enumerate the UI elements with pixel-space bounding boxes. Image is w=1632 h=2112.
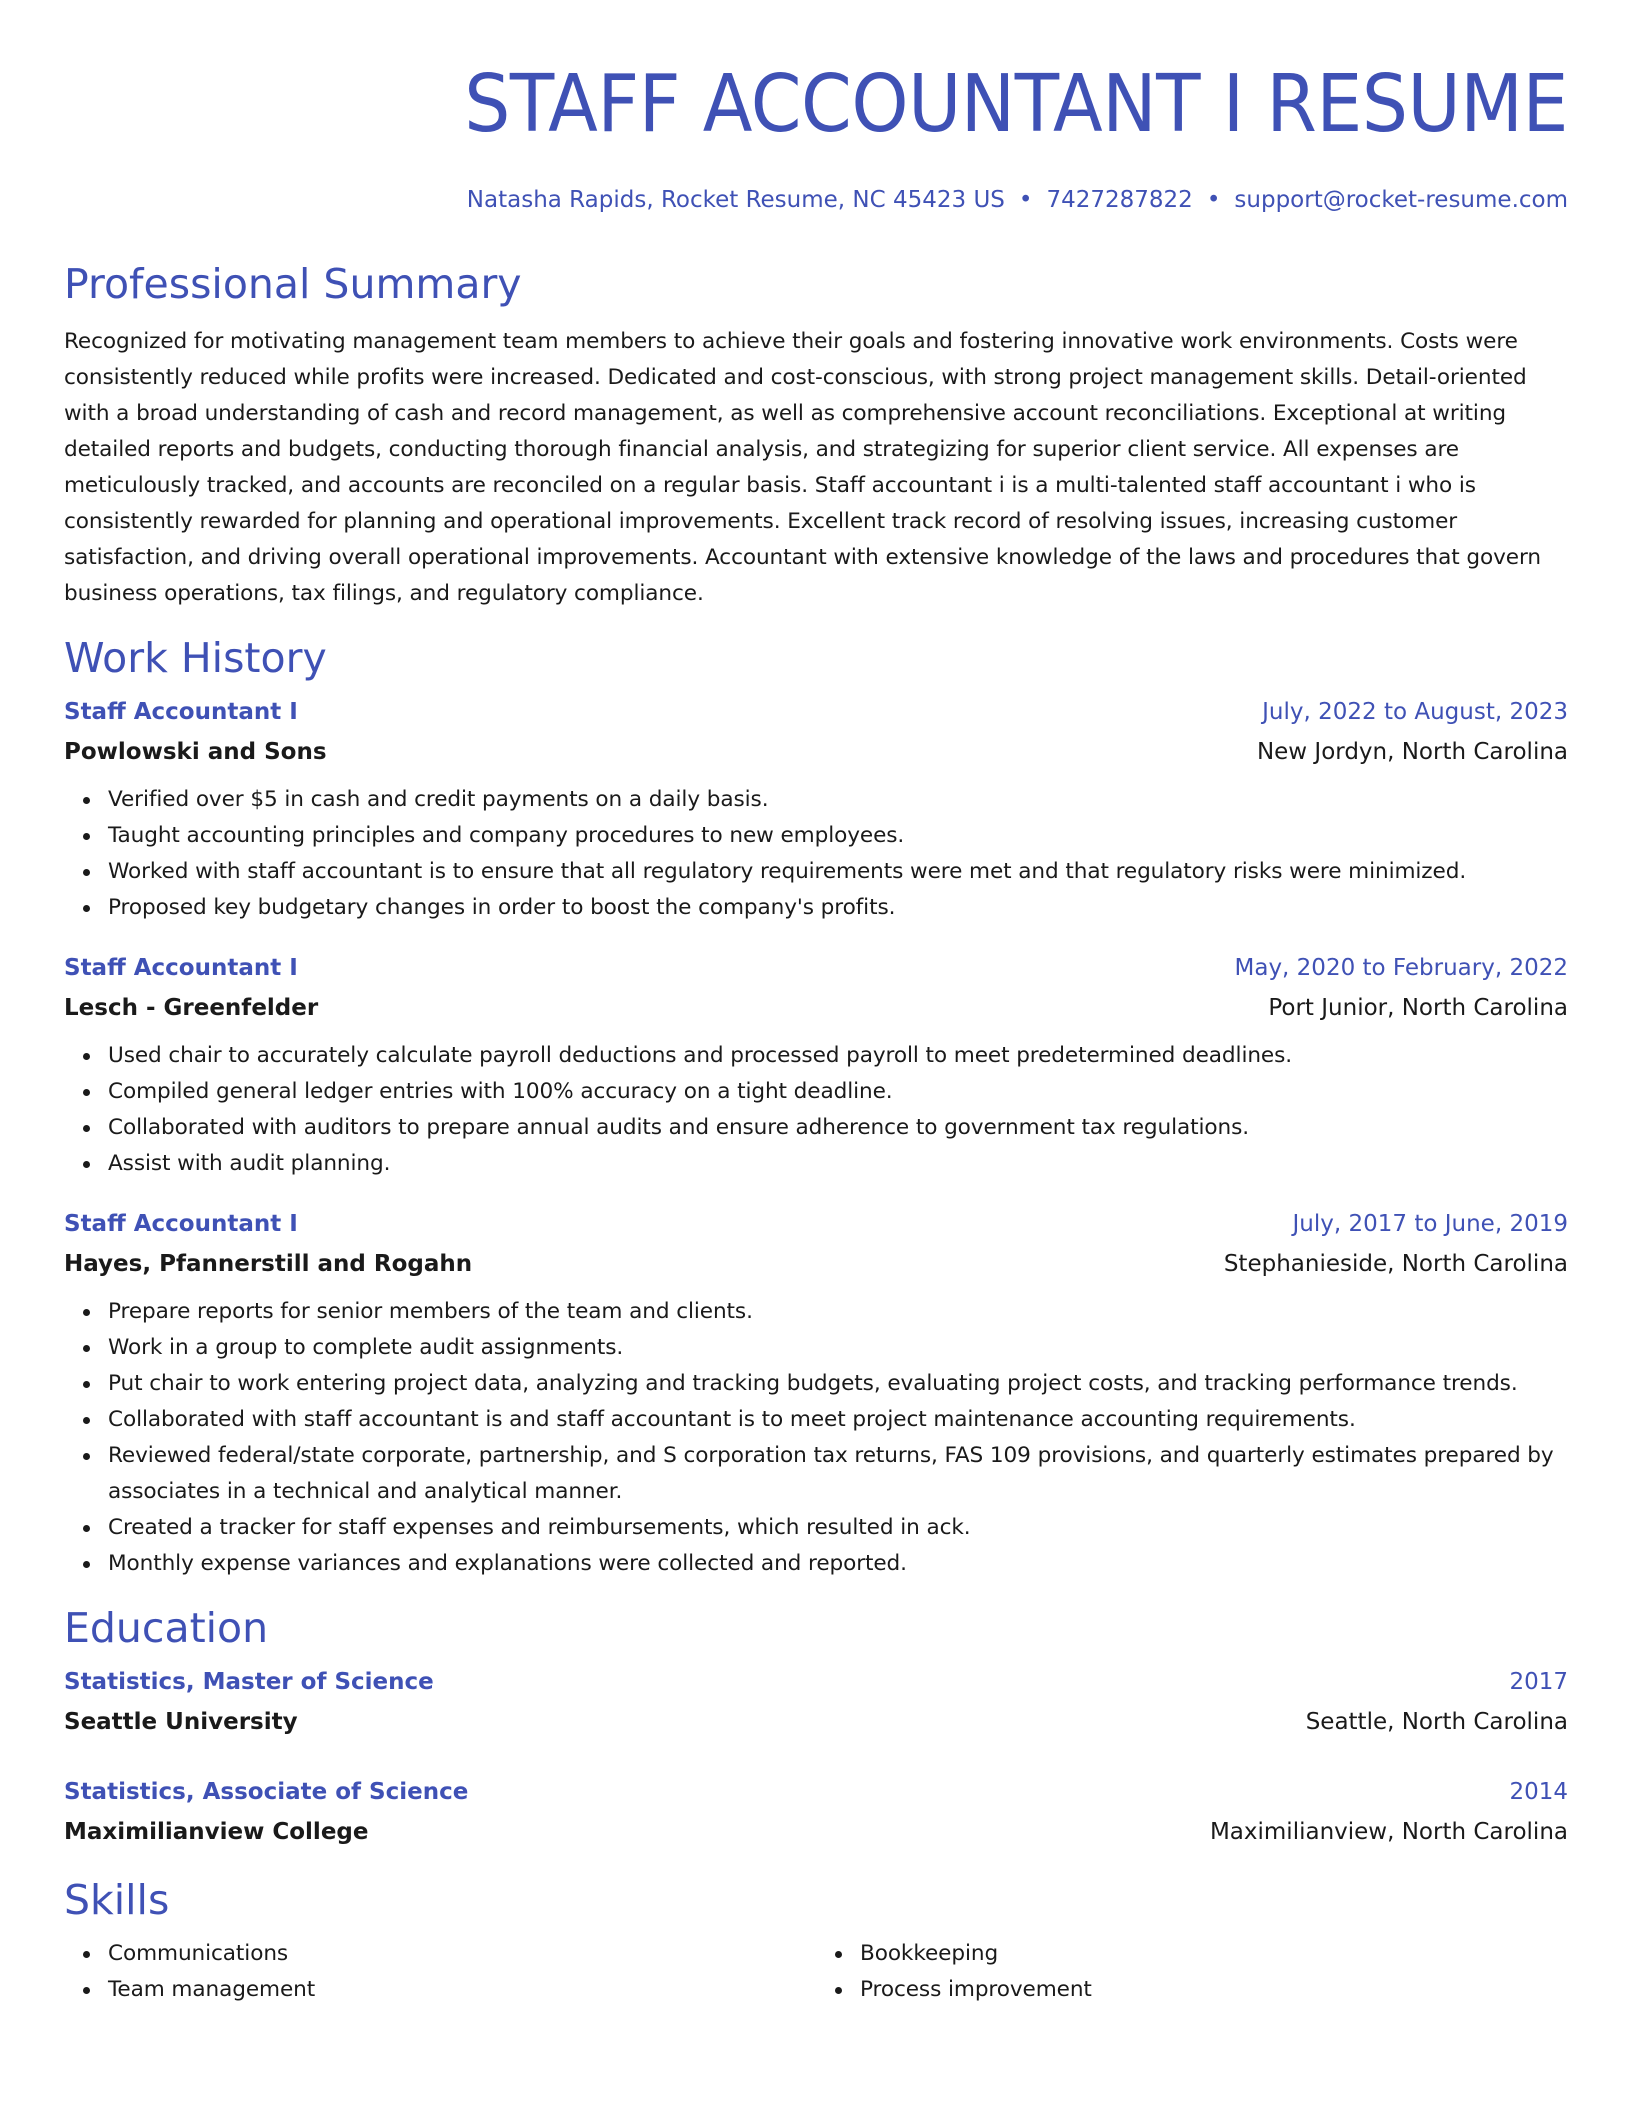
summary-text: Recognized for motivating management team members to achieve their goals and fostering innovative work environments. Costs were consistently reduced while profits were increased. Dedicated and cost-conscious, with strong project management skills. Detail-oriented with a broad understanding of cash and record management, as well as comprehensive account reconciliations. Exceptional at writing detailed reports and budgets, conducting thorough financial analysis, and strategizing for superior client service. All expenses are meticulously tracked, and accounts are reconciled on a regular basis. Staff accountant i is a multi-talented staff accountant i who is consistently rewarded for planning and operational improvements. Excellent track record of resolving issues, increasing customer satisfaction, and driving overall operational improvements. Accountant with extensive knowledge of the laws and procedures that govern business operations, tax filings, and regulatory compliance. <box>64 329 1541 606</box>
bullet-item: Proposed key budgetary changes in order to boost the company's profits. <box>108 890 1568 926</box>
job-bullets <box>64 782 1568 926</box>
education-location: Maximilianview, North Carolina <box>1209 1819 1568 1845</box>
skill-item: Communications <box>108 1936 816 1972</box>
education-school: Seattle University <box>64 1709 298 1735</box>
education-year: 2014 <box>1509 1779 1568 1805</box>
bullet-item: Collaborated with staff accountant is and staff accountant is to meet project maintenance accounting requirements. <box>108 1402 1568 1438</box>
bullet-item: Work in a group to complete audit assignments. <box>108 1330 1568 1366</box>
education-location: Seattle, North Carolina <box>1305 1709 1568 1735</box>
education-entry <box>64 1662 1568 1742</box>
contact-address: Natasha Rapids, Rocket Resume, NC 45423 US <box>466 187 1005 213</box>
bullet-item: Assist with audit planning. <box>108 1146 1568 1182</box>
job-location: Stephanieside, North Carolina <box>1223 1251 1568 1277</box>
job-entry <box>64 1204 1568 1582</box>
resume-title: STAFF ACCOUNTANT I RESUME <box>464 58 1569 150</box>
job-company: Lesch - Greenfelder <box>64 995 319 1021</box>
job-entry <box>64 948 1568 1182</box>
section-heading-skills: Skills <box>64 1876 170 1924</box>
contact-separator: • <box>1018 187 1033 213</box>
skills-column-left <box>64 1936 816 2008</box>
contact-separator: • <box>1206 187 1221 213</box>
education-entry <box>64 1772 1568 1852</box>
contact-email: support@rocket-resume.com <box>1234 187 1568 213</box>
skills-column-right <box>816 1936 1568 2008</box>
job-entry <box>64 692 1568 926</box>
skill-item: Process improvement <box>860 1972 1568 2008</box>
job-title: Staff Accountant I <box>64 955 298 981</box>
job-location: New Jordyn, North Carolina <box>1256 739 1568 765</box>
education-degree: Statistics, Master of Science <box>64 1669 434 1695</box>
bullet-item: Put chair to work entering project data, analyzing and tracking budgets, evaluating project costs, and tracking performance trends. <box>108 1366 1568 1402</box>
section-heading-work: Work History <box>64 634 327 682</box>
education-school: Maximilianview College <box>64 1819 369 1845</box>
bullet-item: Verified over $5 in cash and credit payments on a daily basis. <box>108 782 1568 818</box>
skill-item: Team management <box>108 1972 816 2008</box>
job-location: Port Junior, North Carolina <box>1268 995 1568 1021</box>
job-dates: May, 2020 to February, 2022 <box>1234 955 1568 981</box>
section-heading-summary: Professional Summary <box>64 260 522 308</box>
job-bullets <box>64 1294 1568 1582</box>
job-title: Staff Accountant I <box>64 1211 298 1237</box>
job-company: Hayes, Pfannerstill and Rogahn <box>64 1251 473 1277</box>
job-company: Powlowski and Sons <box>64 739 327 765</box>
job-dates: July, 2022 to August, 2023 <box>1262 699 1568 725</box>
bullet-item: Worked with staff accountant is to ensure that all regulatory requirements were met and that regulatory risks were minimized. <box>108 854 1568 890</box>
bullet-item: Taught accounting principles and company procedures to new employees. <box>108 818 1568 854</box>
bullet-item: Created a tracker for staff expenses and reimbursements, which resulted in ack. <box>108 1510 1568 1546</box>
bullet-item: Collaborated with auditors to prepare annual audits and ensure adherence to government tax regulations. <box>108 1110 1568 1146</box>
job-bullets <box>64 1038 1568 1182</box>
bullet-item: Monthly expense variances and explanations were collected and reported. <box>108 1546 1568 1582</box>
contact-line <box>64 185 1568 215</box>
bullet-item: Reviewed federal/state corporate, partnership, and S corporation tax returns, FAS 109 provisions, and quarterly estimates prepared by associates in a technical and analytical manner. <box>108 1438 1568 1510</box>
education-year: 2017 <box>1509 1669 1568 1695</box>
job-dates: July, 2017 to June, 2019 <box>1292 1211 1568 1237</box>
section-heading-education: Education <box>64 1604 269 1652</box>
skills-grid <box>64 1936 1568 2008</box>
education-degree: Statistics, Associate of Science <box>64 1779 469 1805</box>
job-title: Staff Accountant I <box>64 699 298 725</box>
skill-item: Bookkeeping <box>860 1936 1568 1972</box>
bullet-item: Prepare reports for senior members of the team and clients. <box>108 1294 1568 1330</box>
contact-phone: 7427287822 <box>1046 187 1193 213</box>
bullet-item: Compiled general ledger entries with 100% accuracy on a tight deadline. <box>108 1074 1568 1110</box>
bullet-item: Used chair to accurately calculate payroll deductions and processed payroll to meet predetermined deadlines. <box>108 1038 1568 1074</box>
